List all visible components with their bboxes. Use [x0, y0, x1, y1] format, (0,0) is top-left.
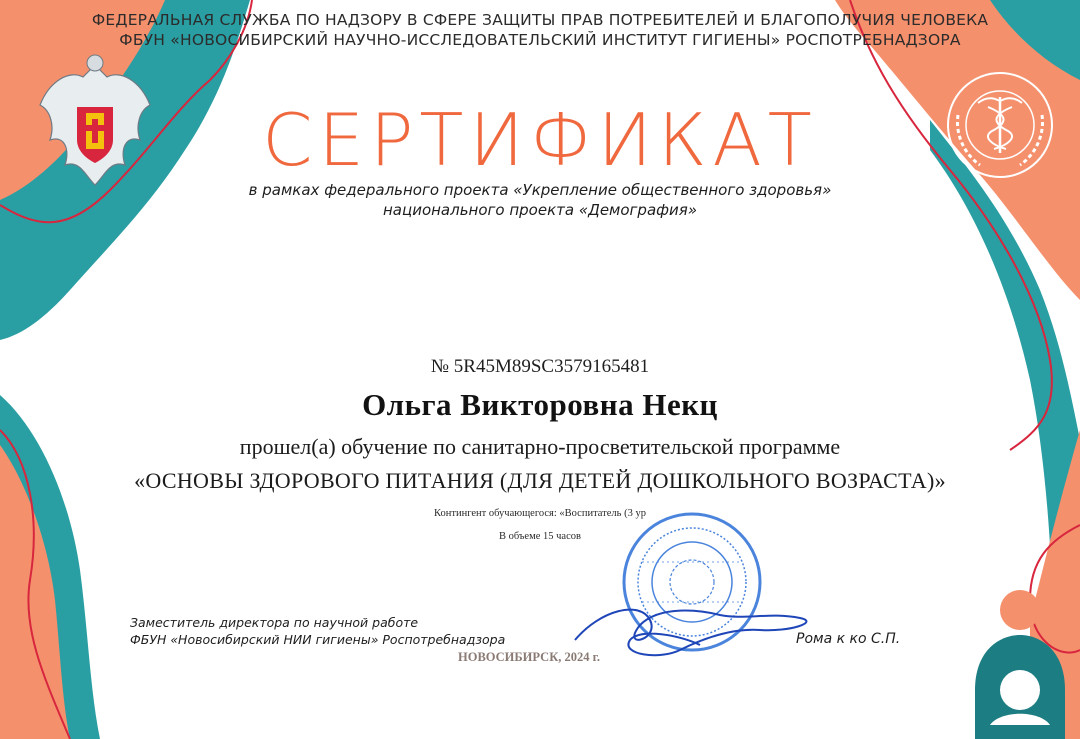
contingent-text: Контингент обучающегося: «Воспитатель (3 ур [434, 508, 646, 519]
signature-scribble [575, 610, 806, 656]
recipient-name: Ольга Викторовна Некц [362, 387, 718, 422]
subtitle-line-1: в рамках федерального проекта «Укрепление общественного здоровья» [248, 181, 832, 199]
issuer-line-1: ФЕДЕРАЛЬНАЯ СЛУЖБА ПО НАДЗОРУ В СФЕРЕ ЗАЩИТЫ ПРАВ ПОТРЕБИТЕЛЕЙ И БЛАГОПОЛУЧИЯ ЧЕЛОВЕКА [91, 11, 989, 29]
certificate-number: № 5R45M89SC3579165481 [430, 356, 650, 377]
signatory-name: Рома к ко С.П. [796, 631, 901, 647]
project-subtitle [0, 180, 1080, 220]
certificate-title: СЕРТИФИКАТ [262, 98, 818, 182]
issuer-line-2: ФБУН «НОВОСИБИРСКИЙ НАУЧНО-ИССЛЕДОВАТЕЛЬСКИЙ ИНСТИТУТ ГИГИЕНЫ» РОСПОТРЕБНАДЗОРА [119, 31, 961, 49]
program-name: «ОСНОВЫ ЗДОРОВОГО ПИТАНИЯ (ДЛЯ ДЕТЕЙ ДОШКОЛЬНОГО ВОЗРАСТА)» [134, 468, 946, 493]
subtitle-line-2: национального проекта «Демография» [382, 201, 697, 219]
signatory-role-line-2: ФБУН «Новосибирский НИИ гигиены» Роспотребнадзора [130, 632, 506, 647]
completion-statement: прошел(а) обучение по санитарно-просветительской программе [239, 434, 841, 459]
city-year: НОВОСИБИРСК, 2024 г. [458, 650, 601, 664]
signatory-role-line-1: Заместитель директора по научной работе [130, 615, 419, 630]
issuer-header [0, 10, 1080, 50]
signatory-role [130, 614, 505, 648]
course-hours: В объеме 15 часов [499, 531, 581, 542]
